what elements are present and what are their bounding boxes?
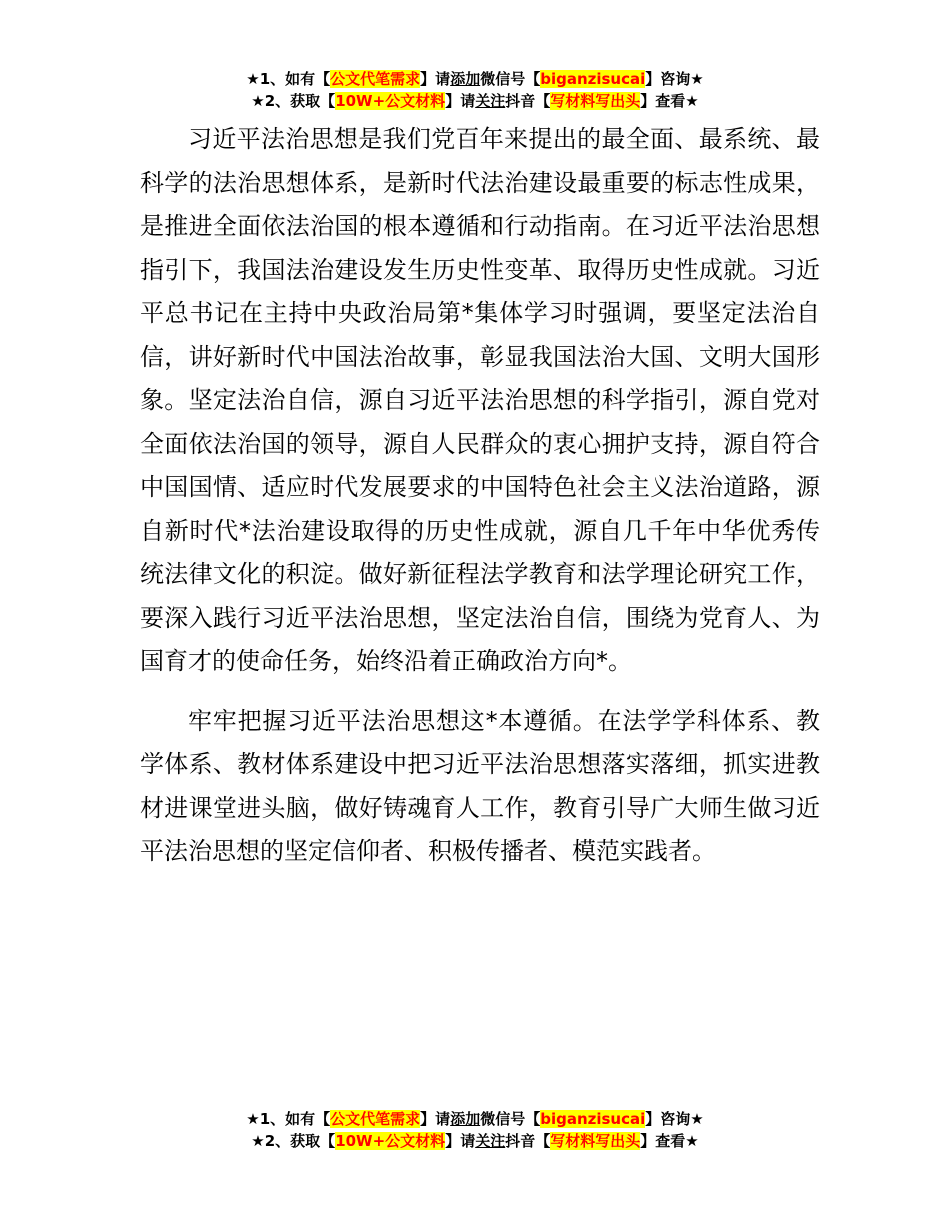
promo-highlight: 10W+公文材料	[335, 92, 446, 110]
promo-highlight: 写材料写出头	[550, 92, 641, 110]
promo-text: 】查看★	[640, 92, 699, 110]
promo-text: 】请	[420, 70, 451, 88]
promo-text: 微信号【	[480, 1110, 541, 1128]
promo-highlight: 公文代笔需求	[330, 1110, 421, 1128]
promo-underlined-text: 添加	[450, 1110, 481, 1128]
promo-text: 微信号【	[480, 70, 541, 88]
promo-highlight: biganzisucai	[540, 1110, 646, 1128]
promo-text: ★1、如有【	[246, 1110, 331, 1128]
document-body	[140, 118, 820, 874]
body-paragraph: 习近平法治思想是我们党百年来提出的最全面、最系统、最科学的法治思想体系，是新时代法治建设最重要的标志性成果，是推进全面依法治国的根本遵循和行动指南。在习近平法治思想指引下，我国法治建设发生历史性变革、取得历史性成就。习近平总书记在主持中央政治局第*集体学习时强调，要坚定法治自信，讲好新时代中国法治故事，彰显我国法治大国、文明大国形象。坚定法治自信，源自习近平法治思想的科学指引，源自党对全面依法治国的领导，源自人民群众的衷心拥护支持，源自符合中国国情、适应时代发展要求的中国特色社会主义法治道路，源自新时代*法治建设取得的历史性成就，源自几千年中华优秀传统法律文化的积淀。做好新征程法学教育和法学理论研究工作，要深入践行习近平法治思想，坚定法治自信，围绕为党育人、为国育才的使命任务，始终沿着正确政治方向*。	[140, 125, 820, 675]
promo-text: 】咨询★	[645, 1110, 704, 1128]
promo-highlight: biganzisucai	[540, 70, 646, 88]
promo-text: ★2、获取【	[251, 92, 336, 110]
promo-banner-bottom	[0, 1108, 950, 1152]
promo-text: 抖音【	[505, 1132, 551, 1150]
promo-text: ★2、获取【	[251, 1132, 336, 1150]
promo-highlight: 10W+公文材料	[335, 1132, 446, 1150]
promo-banner-top	[0, 68, 950, 112]
promo-text: 】咨询★	[645, 70, 704, 88]
promo-text: 】请	[445, 1132, 476, 1150]
promo-text: 抖音【	[505, 92, 551, 110]
promo-highlight: 写材料写出头	[550, 1132, 641, 1150]
promo-highlight: 公文代笔需求	[330, 70, 421, 88]
promo-underlined-text: 添加	[450, 70, 481, 88]
promo-text: 】请	[445, 92, 476, 110]
promo-line-2	[0, 1130, 950, 1152]
promo-underlined-text: 关注	[475, 1132, 506, 1150]
promo-text: ★1、如有【	[246, 70, 331, 88]
body-paragraph: 牢牢把握习近平法治思想这*本遵循。在法学学科体系、教学体系、教材体系建设中把习近平法治思想落实落细，抓实进教材进课堂进头脑，做好铸魂育人工作，教育引导广大师生做习近平法治思想的坚定信仰者、积极传播者、模范实践者。	[140, 706, 820, 865]
promo-line-1	[0, 68, 950, 90]
promo-line-1	[0, 1108, 950, 1130]
promo-underlined-text: 关注	[475, 92, 506, 110]
promo-text: 】请	[420, 1110, 451, 1128]
promo-line-2	[0, 90, 950, 112]
promo-text: 】查看★	[640, 1132, 699, 1150]
